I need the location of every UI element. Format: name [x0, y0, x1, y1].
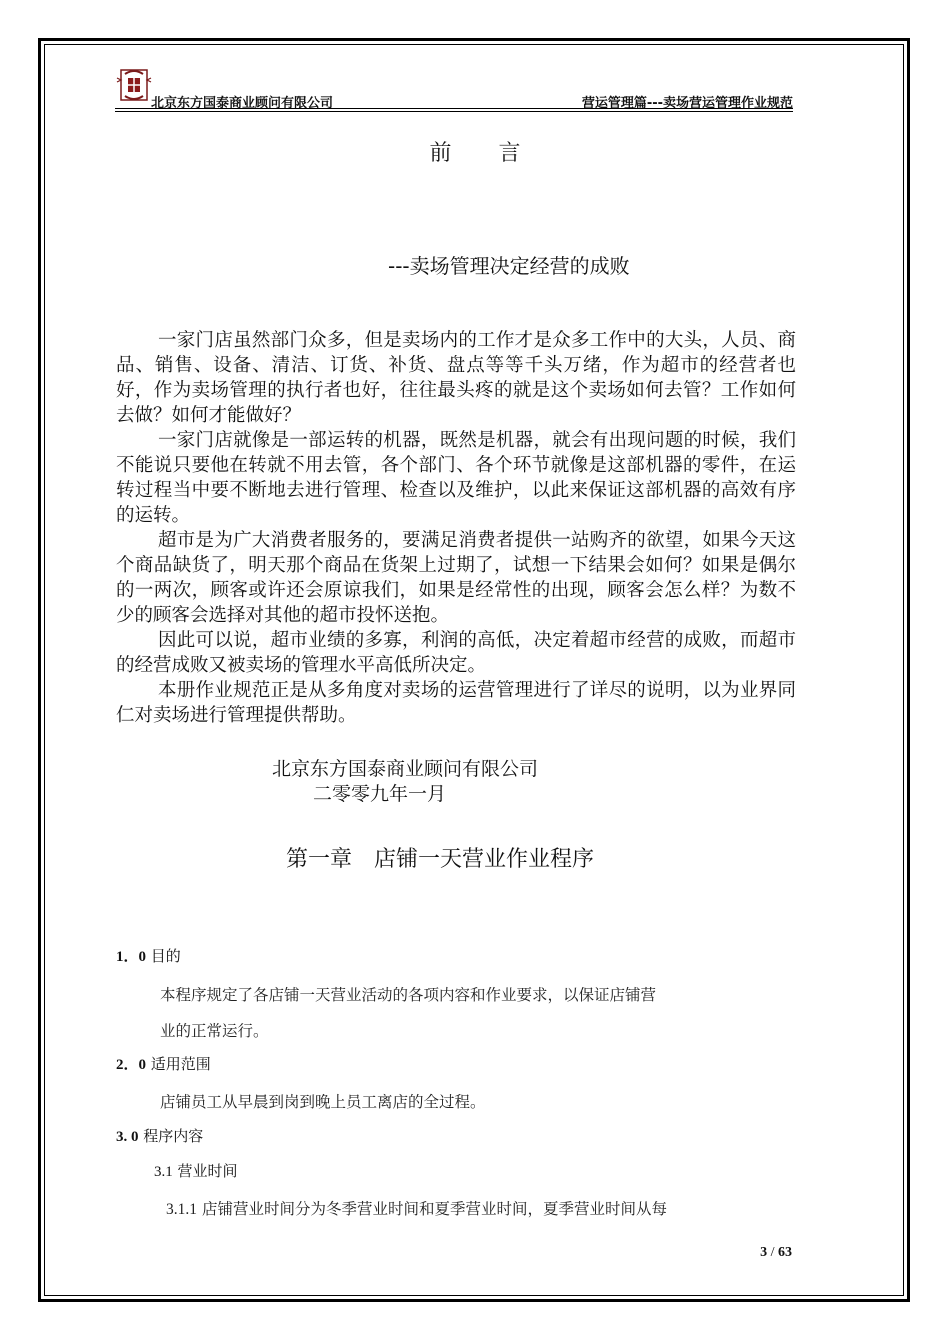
header-company-name: 北京东方国泰商业顾问有限公司: [151, 96, 334, 111]
section-3-1-1-text: [166, 1197, 667, 1219]
preface-paragraph: 一家门店就像是一部运转的机器，既然是机器，就会有出现问题的时候，我们不能说只要他在转就不用去管，各个部门、各个环节就像是这部机器的零件，在运转过程当中要不断地去进行管理、检查以及维护，以此来保证这部机器的高效有序的运转。: [116, 430, 796, 526]
section-title: 目的: [150, 947, 181, 965]
total-pages: 63: [778, 1245, 792, 1260]
section-title: 适用范围: [150, 1055, 211, 1073]
preface-paragraph: 超市是为广大消费者服务的，要满足消费者提供一站购齐的欲望，如果今天这个商品缺货了，明天那个商品在货架上过期了，试想一下结果会如何？如果是偶尔的一两次，顾客或许还会原谅我们，如果是经常性的出现，顾客会怎么样？为数不少的顾客会选择对其他的超市投怀送抱。: [116, 530, 796, 626]
header-divider: [115, 108, 793, 109]
section-title: 程序内容: [143, 1127, 204, 1145]
section-1-heading: [116, 945, 181, 966]
section-number: 2．0: [116, 1057, 147, 1073]
page-number: [760, 1245, 792, 1261]
signature-date: 二零零九年一月: [313, 783, 447, 805]
section-number: 3.1: [154, 1164, 173, 1180]
preface-subtitle: ---卖场管理决定经营的成败: [388, 254, 630, 278]
preface-title: 前 言: [429, 141, 541, 166]
company-logo-icon: [115, 66, 153, 104]
section-3-heading: [116, 1125, 203, 1146]
section-text: 店铺营业时间分为冬季营业时间和夏季营业时间，夏季营业时间从每: [201, 1200, 667, 1218]
section-3-1-heading: [154, 1160, 238, 1181]
preface-paragraph: 一家门店虽然部门众多，但是卖场内的工作才是众多工作中的大头，人员、商品、销售、设备、清洁、订货、补货、盘点等等千头万绪，作为超市的经营者也好，作为卖场管理的执行者也好，往往最头疼的就是这个卖场如何去管？工作如何去做？如何才能做好？: [116, 330, 796, 426]
section-number: 3.1.1: [166, 1201, 197, 1218]
current-page: 3: [760, 1245, 768, 1260]
section-1-text-line: 本程序规定了各店铺一天营业活动的各项内容和作业要求，以保证店铺营: [160, 986, 657, 1004]
header-document-title: 营运管理篇---卖场营运管理作业规范: [581, 96, 793, 111]
page-separator: /: [767, 1245, 778, 1260]
section-number: 3. 0: [116, 1129, 139, 1145]
section-2-heading: [116, 1053, 211, 1074]
signature-company: 北京东方国泰商业顾问有限公司: [272, 758, 539, 780]
section-title: 营业时间: [177, 1162, 238, 1180]
header-divider-secondary: [115, 111, 793, 112]
chapter-title: 第一章 店铺一天营业作业程序: [286, 847, 595, 872]
section-2-text-line: 店铺员工从早晨到岗到晚上员工离店的全过程。: [160, 1093, 486, 1111]
section-number: 1．0: [116, 949, 147, 965]
page-header: [115, 66, 793, 110]
preface-body: [116, 328, 796, 728]
preface-paragraph: 本册作业规范正是从多角度对卖场的运营管理进行了详尽的说明，以为业界同仁对卖场进行管理提供帮助。: [116, 680, 796, 726]
preface-paragraph: 因此可以说，超市业绩的多寡，利润的高低，决定着超市经营的成败，而超市的经营成败又被卖场的管理水平高低所决定。: [116, 630, 796, 676]
section-1-text-line: 业的正常运行。: [160, 1022, 269, 1040]
